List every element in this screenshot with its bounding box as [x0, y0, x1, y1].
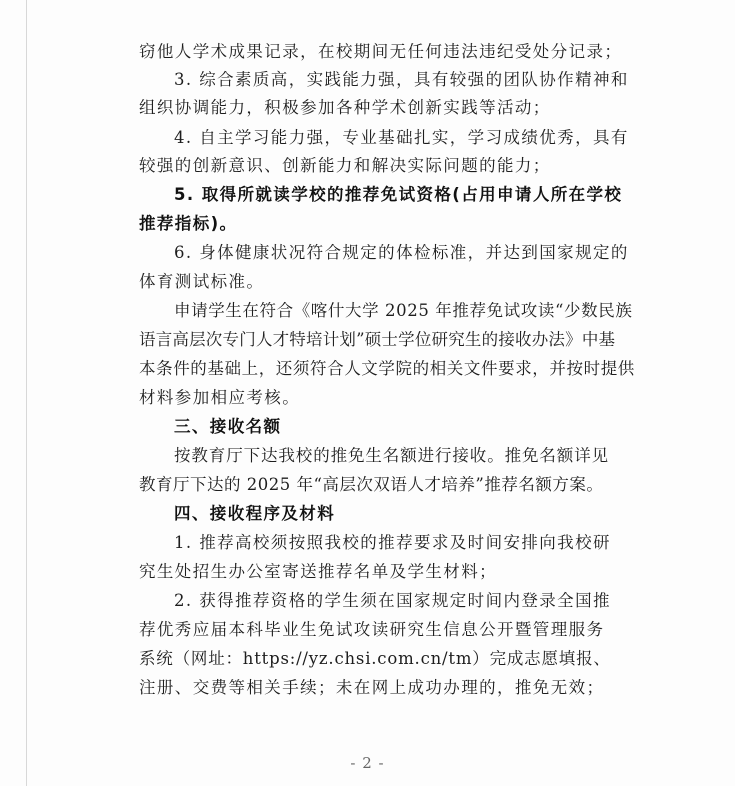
text-line: 2. 获得推荐资格的学生须在国家规定时间内登录全国推	[174, 591, 611, 610]
section-heading: 四、接收程序及材料	[174, 504, 336, 523]
text-line: 体育测试标准。	[139, 272, 265, 291]
text-line: 本条件的基础上，还须符合人文学院的相关文件要求，并按时提供	[139, 359, 635, 378]
page-number: - 2 -	[350, 754, 385, 772]
text-line: 较强的创新意识、创新能力和解决实际问题的能力；	[139, 156, 551, 175]
text-line: 窃他人学术成果记录，在校期间无任何违法违纪受处分记录；	[139, 42, 623, 61]
text-line: 究生处招生办公室寄送推荐名单及学生材料；	[139, 562, 497, 581]
text-line: 材料参加相应考核。	[139, 388, 301, 407]
text-line: 按教育厅下达我校的推免生名额进行接收。推免名额详见	[174, 446, 609, 465]
section-heading: 三、接收名额	[174, 417, 282, 436]
text-line: 4. 自主学习能力强，专业基础扎实，学习成绩优秀，具有	[174, 128, 629, 147]
text-line: 荐优秀应届本科毕业生免试攻读研究生信息公开暨管理服务	[139, 620, 605, 639]
text-line: 语言高层次专门人才特培计划”硕士学位研究生的接收办法》中基	[139, 330, 616, 349]
text-line: 教育厅下达的 2025 年“高层次双语人才培养”推荐名额方案。	[139, 475, 604, 494]
text-line: 系统（网址：https://yz.chsi.com.cn/tm）完成志愿填报、	[139, 649, 611, 668]
text-line: 注册、交费等相关手续；未在网上成功办理的，推免无效；	[139, 678, 605, 697]
text-line-bold: 5. 取得所就读学校的推荐免试资格(占用申请人所在学校	[174, 185, 623, 204]
text-line: 6. 身体健康状况符合规定的体检标准，并达到国家规定的	[174, 243, 629, 262]
text-line-bold: 推荐指标)。	[139, 214, 238, 233]
text-line: 1. 推荐高校须按照我校的推荐要求及时间安排向我校研	[174, 533, 611, 552]
text-line: 3. 综合素质高，实践能力强，具有较强的团队协作精神和	[174, 70, 629, 89]
text-line: 组织协调能力，积极参加各种学术创新实践等活动；	[139, 98, 551, 117]
text-line: 申请学生在符合《喀什大学 2025 年推荐免试攻读“少数民族	[174, 301, 633, 320]
page-left-edge	[26, 0, 27, 786]
